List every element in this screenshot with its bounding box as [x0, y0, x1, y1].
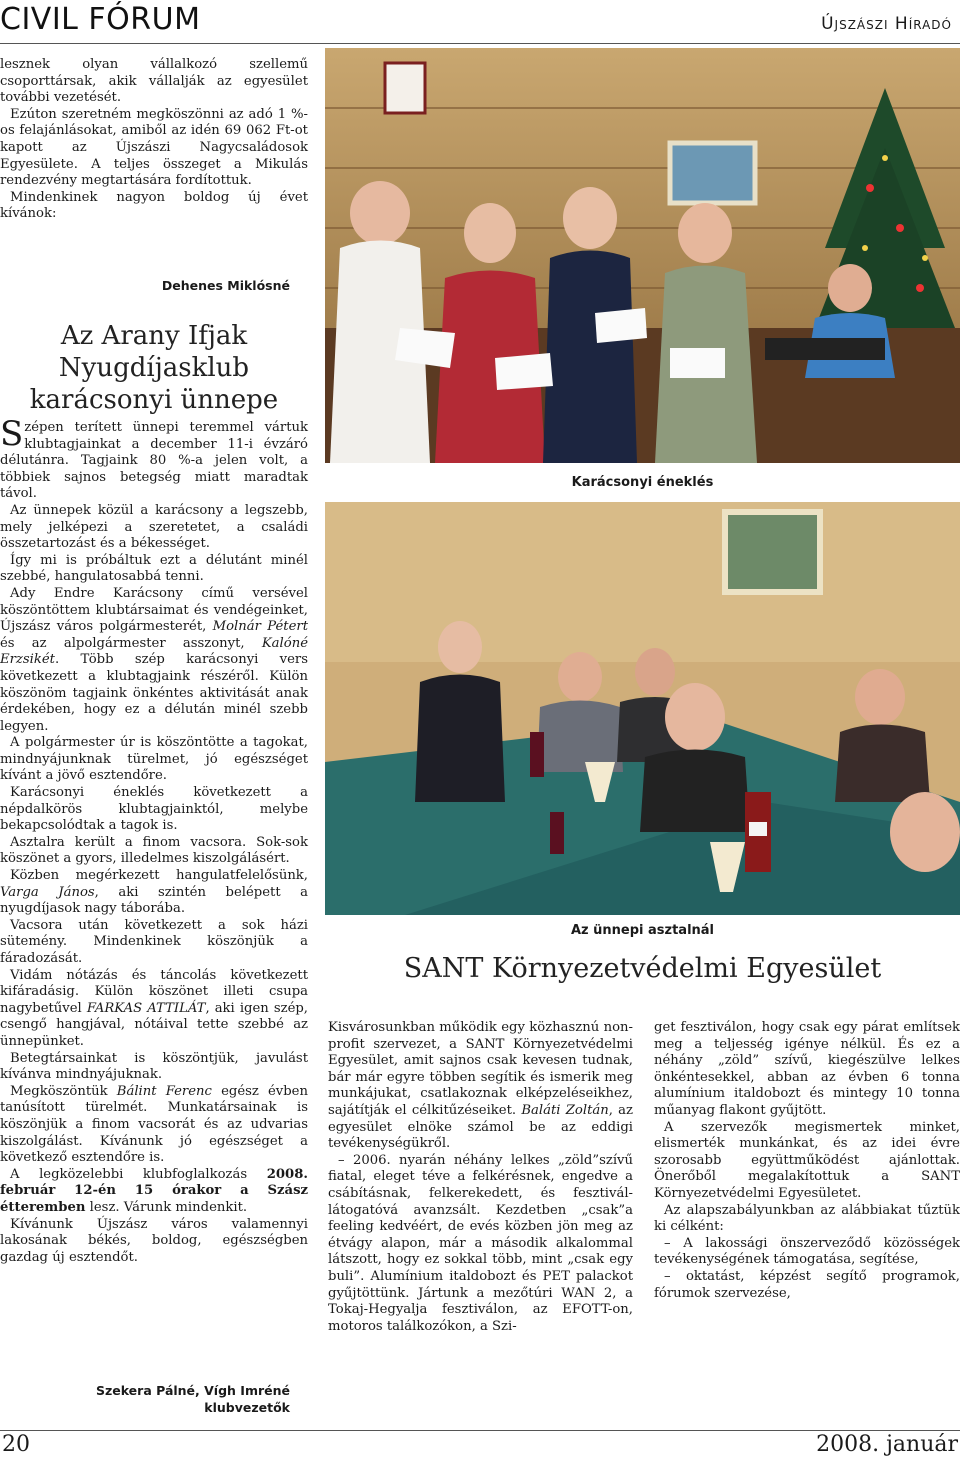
- page-number: 20: [2, 1432, 30, 1457]
- person-name: Kalóné Erzsikét: [0, 635, 308, 668]
- paragraph: Vacsora után következett a sok házi sütemény. Mindenkinek köszönjük a fáradozását.: [0, 917, 308, 966]
- paragraph: [0, 414, 308, 503]
- paragraph: [0, 1084, 308, 1167]
- footer-rule: [0, 1430, 960, 1431]
- text: és az alpolgármester asszonyt,: [0, 635, 262, 651]
- paragraph: lesznek olyan vállalkozó szellemű csoporttársak, akik vállalják az egyesület további vezetését.: [0, 57, 308, 106]
- text: Vidám nótázás és táncolás következett kifáradásig. Külön köszönet illeti csupa nagybetűvel: [0, 967, 308, 1016]
- text: lesz. Várunk mindenkit.: [85, 1199, 248, 1215]
- article-title: SANT Környezetvédelmi Egyesület: [403, 953, 882, 984]
- paragraph: A szervezők megismertek minket, elismerték munkánkat, és az idei évre szorosabb együttműködést ajánlottak. Önerőből megalakítottuk a SANT Környezetvédelmi Egyesületet.: [654, 1119, 960, 1201]
- person-name: Varga János: [0, 884, 95, 900]
- photo-illustration: [325, 48, 960, 463]
- paragraph: A polgármester úr is köszöntötte a tagokat, mindnyájunknak türelmet, jó egészséget kívánt a jövő esztendőre.: [0, 735, 308, 784]
- header-rule: [0, 43, 960, 44]
- paragraph: Ezúton szeretném megköszönni az adó 1 %-os felajánlásokat, amiből az idén 69 062 Ft-ot kapott az Újszászi Nagycsaládosok Egyesülete. A teljes összeget a Mikulás rendezvény megtartására fordítottuk.: [0, 106, 308, 189]
- newspaper-name: Újszászi Híradó: [821, 14, 952, 34]
- text: . Több szép karácsonyi vers következett a klubtagjaink részéről. Külön köszönöm tagjaink önkéntes aktivitását anak érdekében, hogy ez a délután minél szebb legyen.: [0, 652, 308, 734]
- issue-date: 2008. január: [816, 1432, 958, 1457]
- event-date: 2008. február 12-én 15 órakor a Szász étteremben: [0, 1166, 308, 1215]
- article-title: Az Arany Ifjak Nyugdíjasklub karácsonyi ünnepe: [29, 321, 279, 415]
- paragraph: – oktatást, képzést segítő programok, fórumok szervezése,: [654, 1268, 960, 1301]
- photo-festive-table: [325, 502, 960, 915]
- paragraph: Mindenkinek nagyon boldog új évet kívánok:: [0, 189, 308, 222]
- paragraph: get fesztiválon, hogy csak egy párat említsek meg a teljesség igénye nélkül. És ez a néhány „zöld” szívű, kiegészülve lelkes önkéntesekkel, abban az évben 6 tonna alumínium italdobozt és mintegy 10 tonna műanyag flakont gyűjtött.: [654, 1020, 960, 1118]
- text: A legközelebbi klubfoglalkozás: [10, 1166, 267, 1182]
- section-title: CIVIL FÓRUM: [0, 2, 201, 37]
- article-body: [0, 414, 309, 1266]
- paragraph: [328, 1020, 633, 1153]
- person-name: Baláti Zoltán: [521, 1102, 609, 1118]
- drop-cap: S: [0, 414, 24, 454]
- paragraph: [0, 1167, 308, 1217]
- person-name: Molnár Pétert: [212, 619, 308, 635]
- paragraph: Így mi is próbáltuk ezt a délutánt minél szebbé, hangulatosabbá tenni.: [0, 552, 308, 585]
- paragraph: [0, 586, 308, 735]
- photo-caption: Az ünnepi asztalnál: [570, 923, 715, 938]
- signature-role: klubvezetők: [204, 1400, 290, 1415]
- article-signature: [0, 1382, 290, 1416]
- article-column-left: [328, 1020, 633, 1335]
- photo-caption: Karácsonyi éneklés: [571, 475, 714, 490]
- letter-continuation: [0, 57, 308, 223]
- text: , az egyesület elnöke számol be az eddigi tevékenységükről.: [328, 1102, 633, 1152]
- person-name: FARKAS ATTILÁT: [86, 1000, 206, 1016]
- article-column-right: [654, 1020, 960, 1302]
- person-name: Bálint Ferenc: [116, 1083, 212, 1099]
- paragraph: Kívánunk Újszász város valamennyi lakosának békés, boldog, egészségben gazdag új esztendőt.: [0, 1216, 308, 1265]
- text: egész évben tanúsított türelmét. Munkatársainak is köszönjük a finom vacsorát és az udvarias kiszolgálást. Kívánunk jó egészséget a következő esztendőre is.: [0, 1083, 308, 1166]
- paragraph: – A lakossági önszerveződő közösségek tevékenységének támogatása, segítése,: [654, 1235, 960, 1268]
- photo-christmas-singing: [325, 48, 960, 463]
- text: Megköszöntük: [10, 1083, 117, 1099]
- paragraph: Az alapszabályunkban az alábbiakat tűztük ki célként:: [654, 1202, 960, 1235]
- paragraph: [0, 868, 308, 918]
- photo-illustration: [325, 502, 960, 915]
- text: Kisvárosunkban működik egy közhasznú non-profit szervezet, a SANT Környezetvédelmi Egyesület, amit sajnos csak kevesen tudnak, bár már egyre többen segítik és ismerik meg munkájukat, csatlakoznak elképzeléseikhez, sajátítják el célkitűzéseiket.: [328, 1020, 633, 1118]
- signature-names: Szekera Pálné, Vígh Imréné: [95, 1383, 290, 1398]
- text: , aki szintén belépett a nyugdíjasok nagy táborába.: [0, 884, 308, 917]
- text: , aki igen szép, csengő hangjával, nótáival tette szebbé az ünnepünket.: [0, 1000, 309, 1049]
- text: Közben megérkezett hangulatfelelősünk,: [10, 868, 308, 884]
- text: Ady Endre Karácsony című versével köszöntöttem klubtársaimat és vendégeinket, Újszász város polgármesterét,: [0, 585, 308, 635]
- paragraph: Karácsonyi éneklés következett a népdalkörös klubtagjainktól, melybe bekapcsolódtak a tagok is.: [0, 785, 308, 834]
- paragraph: [0, 968, 308, 1051]
- paragraph: – 2006. nyarán néhány lelkes „zöld”szívű fiatal, eleget téve a felkérésnek, engedve a csábításnak, felkerekedett, és fesztivál-látogatóvá avanzsált. Kezdetben „csak”a feeling kedvéért, de evés közben jön meg az étvágy alapon, már a második alkalommal látszott, hogy ez sokkal több, mint „csak egy buli”. Alumínium italdobozt és PET palackot gyűjtöttünk. Jártunk a mezőtúri WAN 2, a Tokaj-Hegyalja fesztiválon, az EFOTT-on, motoros találkozókon, a Szi-: [328, 1152, 633, 1334]
- letter-signature: Dehenes Miklósné: [161, 278, 290, 293]
- paragraph: Az ünnepek közül a karácsony a legszebb, mely jelképezi a szeretetet, a családi összetartozást és a békességet.: [0, 502, 308, 552]
- paragraph: Asztalra került a finom vacsora. Sok-sok köszönet a gyors, illedelmes kiszolgálásért.: [0, 834, 308, 867]
- paragraph-text: zépen terített ünnepi teremmel vártuk klubtagjainkat a december 11-i évzáró délutánra. Tagjaink 80 %-a jelen volt, a többiek sajnos betegség miatt maradtak távol.: [0, 420, 308, 502]
- paragraph: Betegtársainkat is köszöntjük, javulást kívánva mindnyájuknak.: [0, 1050, 308, 1083]
